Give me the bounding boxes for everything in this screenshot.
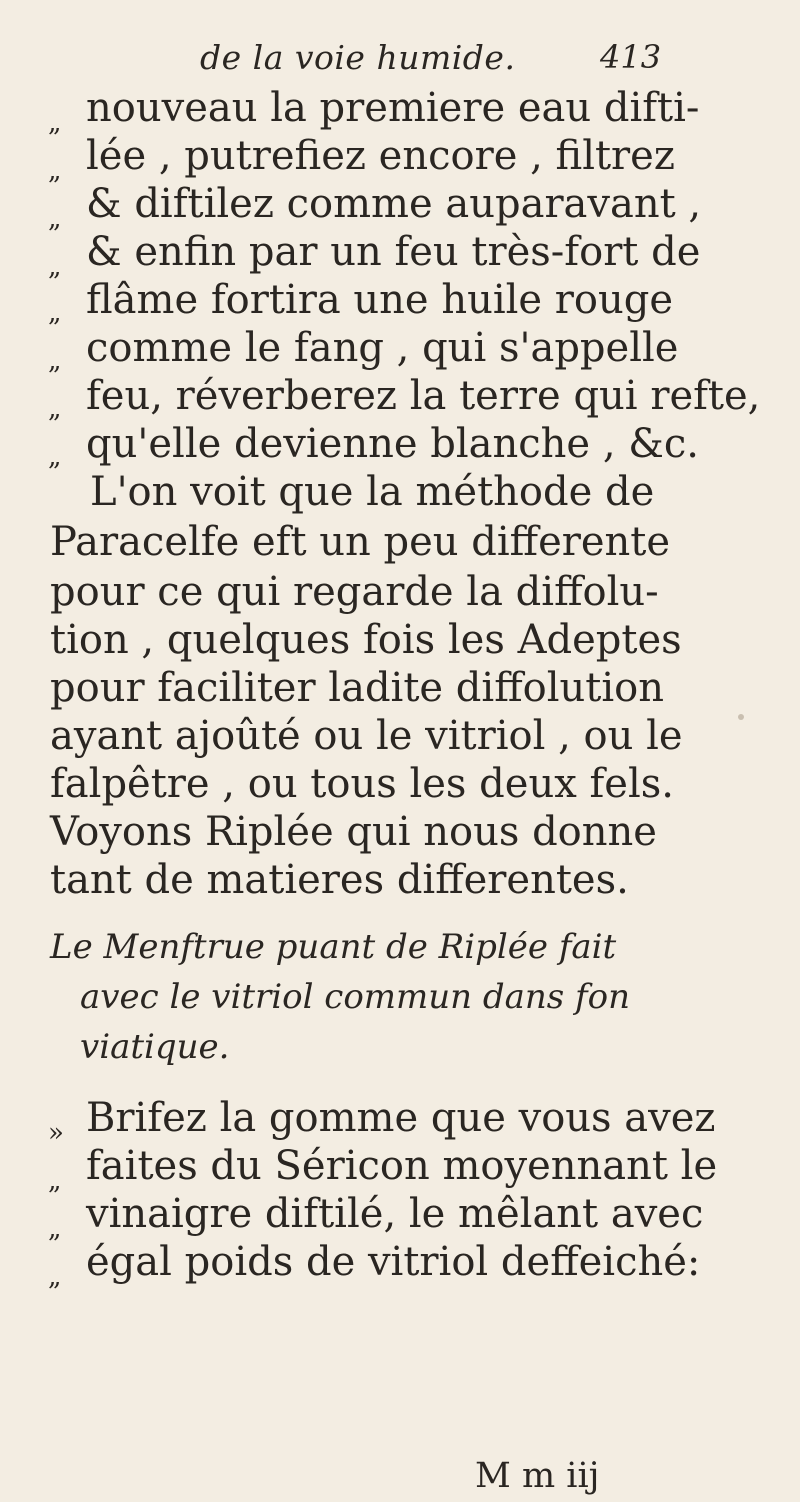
- text-line: Brifez la gomme que vous avez: [86, 1095, 716, 1141]
- text-line: pour faciliter ladite diffolution: [50, 665, 664, 711]
- section-heading-line: viatique.: [80, 1027, 230, 1067]
- text-line: lée , putrefiez encore , filtrez: [86, 133, 675, 179]
- running-title: de la voie humide.: [200, 38, 516, 77]
- text-line: pour ce qui regarde la diffolu-: [50, 569, 659, 615]
- text-line: nouveau la premiere eau difti-: [86, 85, 700, 131]
- quote-mark: „: [48, 1166, 62, 1196]
- text-line: & diftilez comme auparavant ,: [86, 181, 702, 227]
- quote-mark: „: [48, 252, 62, 282]
- text-line: tion , quelques fois les Adeptes: [50, 617, 682, 663]
- text-line: & enfin par un feu très-fort de: [86, 229, 701, 275]
- quote-mark: „: [48, 204, 62, 234]
- text-line: égal poids de vitriol deffeiché:: [86, 1239, 701, 1285]
- section-heading-line: Le Menftrue puant de Riplée fait: [50, 927, 617, 967]
- quote-mark: „: [48, 1214, 62, 1244]
- text-line: flâme fortira une huile rouge: [86, 277, 674, 323]
- quote-mark: „: [48, 394, 62, 424]
- paper-speck: [738, 714, 744, 720]
- text-line: vinaigre diftilé, le mêlant avec: [86, 1191, 704, 1237]
- text-line: feu, réverberez la terre qui refte,: [86, 373, 761, 419]
- text-line: comme le fang , qui s'appelle: [86, 325, 679, 371]
- text-line: L'on voit que la méthode de: [90, 469, 655, 515]
- quote-mark: „: [48, 156, 62, 186]
- section-heading-line: avec le vitriol commun dans fon: [80, 977, 631, 1017]
- text-line: falpêtre , ou tous les deux fels.: [50, 761, 674, 807]
- text-line: ayant ajoûté ou le vitriol , ou le: [50, 713, 683, 759]
- text-line: qu'elle devienne blanche , &c.: [86, 421, 699, 467]
- text-line: Paracelfe eft un peu differente: [50, 519, 671, 565]
- quote-mark: »: [48, 1118, 64, 1148]
- quote-mark: „: [48, 108, 62, 138]
- text-line: faites du Séricon moyennant le: [86, 1143, 718, 1189]
- running-head: [40, 38, 780, 88]
- quote-mark: „: [48, 346, 62, 376]
- quote-mark: „: [48, 442, 62, 472]
- signature-mark: M m iij: [475, 1456, 600, 1496]
- text-line: Voyons Riplée qui nous donne: [50, 809, 657, 855]
- quote-mark: „: [48, 1262, 62, 1292]
- text-line: tant de matieres differentes.: [50, 857, 629, 903]
- page-number: 413: [600, 38, 662, 76]
- quote-mark: „: [48, 298, 62, 328]
